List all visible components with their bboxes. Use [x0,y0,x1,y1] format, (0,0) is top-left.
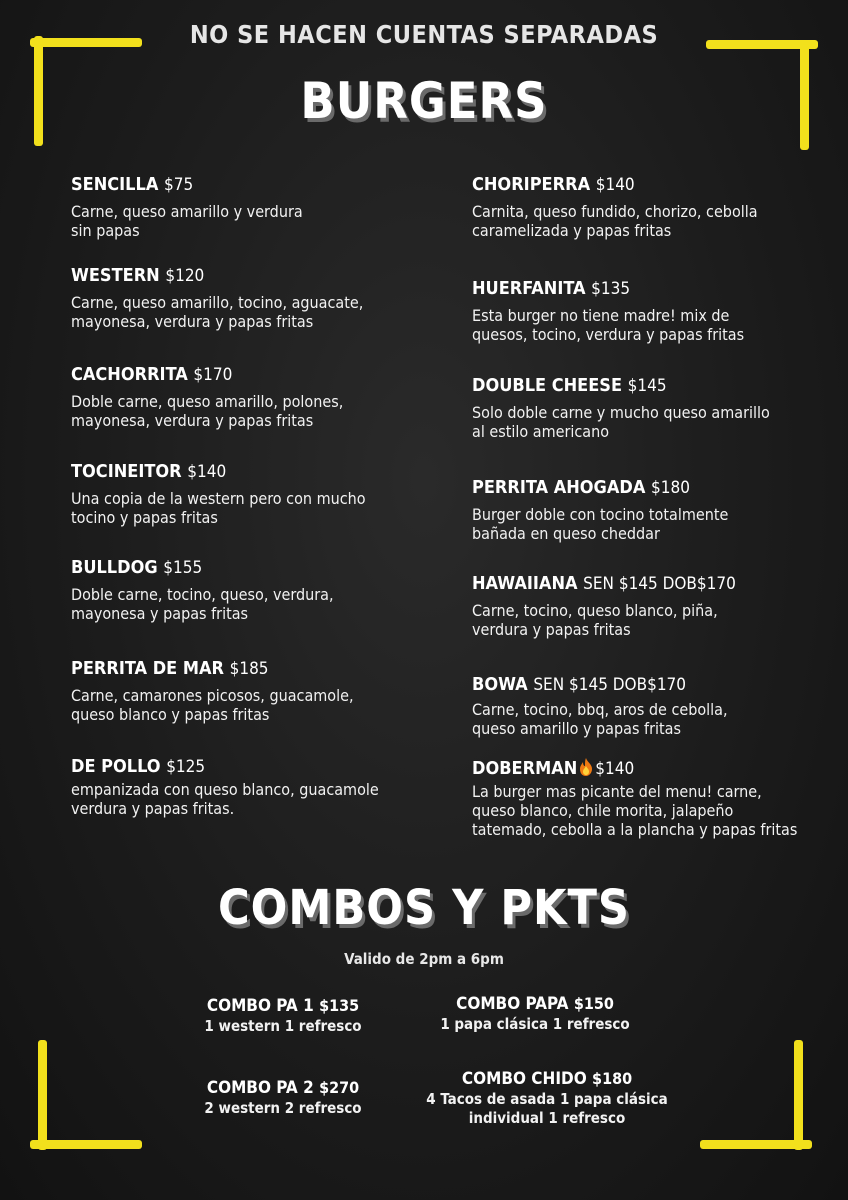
combo-desc-line: 1 western 1 refresco [204,1017,362,1035]
item-desc-line: caramelizada y papas fritas [472,221,672,240]
combo-price: $150 [573,994,614,1013]
combo-price: $180 [592,1069,633,1088]
item-price: $120 [165,266,205,286]
item-price: $185 [229,659,269,679]
menu-item-bulldog [71,557,451,623]
item-name: DOUBLE CHEESE [472,375,623,396]
item-name: DE POLLO [71,756,161,777]
item-desc-line: queso blanco y papas fritas [71,705,270,724]
menu-item-hawaiiana [472,573,842,639]
item-name: TOCINEITOR [71,461,182,482]
item-desc-line: La burger mas picante del menu! carne, [472,782,762,801]
item-desc-line: Doble carne, tocino, queso, verdura, [71,585,334,604]
item-price: SEN $145 DOB$170 [583,574,736,594]
combo-price: $270 [319,1078,360,1097]
item-price: $135 [591,279,631,299]
item-desc-line: mayonesa, verdura y papas fritas [71,312,314,331]
menu-item-huerfanita [472,278,842,344]
combo-papa [420,993,650,1034]
item-desc-line: Carne, queso amarillo y verdura [71,202,303,221]
combo-name: COMBO PA 1 [206,996,314,1016]
item-price: $155 [163,558,203,578]
combo-desc-line: individual 1 refresco [468,1109,626,1127]
item-desc-line: tatemado, cebolla a la plancha y papas fritas [472,820,798,839]
menu-item-doberman [472,758,842,839]
item-desc-line: mayonesa, verdura y papas fritas [71,411,314,430]
item-desc-line: Doble carne, queso amarillo, polones, [71,392,344,411]
combo-price: $135 [319,996,360,1015]
item-name: DOBERMAN [472,758,578,779]
menu-item-choriperra [472,174,842,240]
combo-name: COMBO CHIDO [461,1069,587,1089]
menu-item-perrita-ahogada [472,477,842,543]
item-price: $170 [193,365,233,385]
no-split-bills-notice: NO SE HACEN CUENTAS SEPARADAS [189,20,659,49]
item-name: BULLDOG [71,557,158,578]
item-desc-line: queso amarillo y papas fritas [472,719,681,738]
item-desc-line: Burger doble con tocino totalmente [472,505,729,524]
item-desc-line: Carne, tocino, queso blanco, piña, [472,601,718,620]
item-price: SEN $145 DOB$170 [533,675,687,695]
item-desc-line: Solo doble carne y mucho queso amarillo [472,403,770,422]
item-desc-line: sin papas [71,221,140,240]
item-desc-line: bañada en queso cheddar [472,524,660,543]
item-desc-line: mayonesa y papas fritas [71,604,249,623]
item-price: $75 [164,175,194,195]
item-price: $140 [187,462,227,482]
item-desc-line: verdura y papas fritas. [71,799,235,818]
combo-chido [412,1068,682,1128]
menu-item-perrita-de-mar [71,658,451,724]
item-name: HUERFANITA [472,278,586,299]
combo-name: COMBO PAPA [456,994,569,1014]
item-price: $140 [595,175,635,195]
item-name: WESTERN [71,265,160,286]
menu-item-tocineitor [71,461,451,527]
item-desc-line: Carnita, queso fundido, chorizo, cebolla [472,202,758,221]
menu-item-sencilla [71,174,451,240]
combo-desc-line: 2 western 2 refresco [204,1099,362,1117]
item-price: $145 [627,376,667,396]
item-price: $140 [595,759,635,779]
item-name: HAWAIIANA [472,573,578,594]
combo-pa-1 [178,995,388,1036]
combo-desc-line: 4 Tacos de asada 1 papa clásica [426,1090,668,1108]
item-name: CHORIPERRA [472,174,591,195]
item-desc-line: al estilo americano [472,422,610,441]
item-desc-line: tocino y papas fritas [71,508,218,527]
menu-item-western [71,265,451,331]
item-name: PERRITA AHOGADA [472,477,646,498]
fire-icon [579,758,593,776]
combos-title: COMBOS Y PKTS [217,880,631,936]
combo-pa-2 [178,1077,388,1118]
item-desc-line: Una copia de la western pero con mucho [71,489,366,508]
item-name: SENCILLA [71,174,159,195]
menu-item-double-cheese [472,375,842,441]
item-desc-line: Carne, queso amarillo, tocino, aguacate, [71,293,364,312]
burgers-title: BURGERS [300,72,548,130]
combo-name: COMBO PA 2 [206,1078,314,1098]
item-desc-line: queso blanco, chile morita, jalapeño [472,801,734,820]
item-desc-line: empanizada con queso blanco, guacamole [71,780,379,799]
menu-item-de-pollo [71,756,451,818]
combos-validity: Valido de 2pm a 6pm [344,950,504,968]
item-price: $180 [651,478,690,498]
item-desc-line: Esta burger no tiene madre! mix de [472,306,730,325]
item-name: BOWA [472,674,528,695]
item-desc-line: quesos, tocino, verdura y papas fritas [472,325,745,344]
item-price: $125 [166,757,206,777]
item-desc-line: Carne, camarones picosos, guacamole, [71,686,354,705]
item-name: CACHORRITA [71,364,188,385]
item-desc-line: Carne, tocino, bbq, aros de cebolla, [472,700,728,719]
menu-item-bowa [472,674,842,738]
combo-desc-line: 1 papa clásica 1 refresco [440,1015,630,1033]
item-desc-line: verdura y papas fritas [472,620,631,639]
menu-item-cachorrita [71,364,451,430]
item-name: PERRITA DE MAR [71,658,224,679]
